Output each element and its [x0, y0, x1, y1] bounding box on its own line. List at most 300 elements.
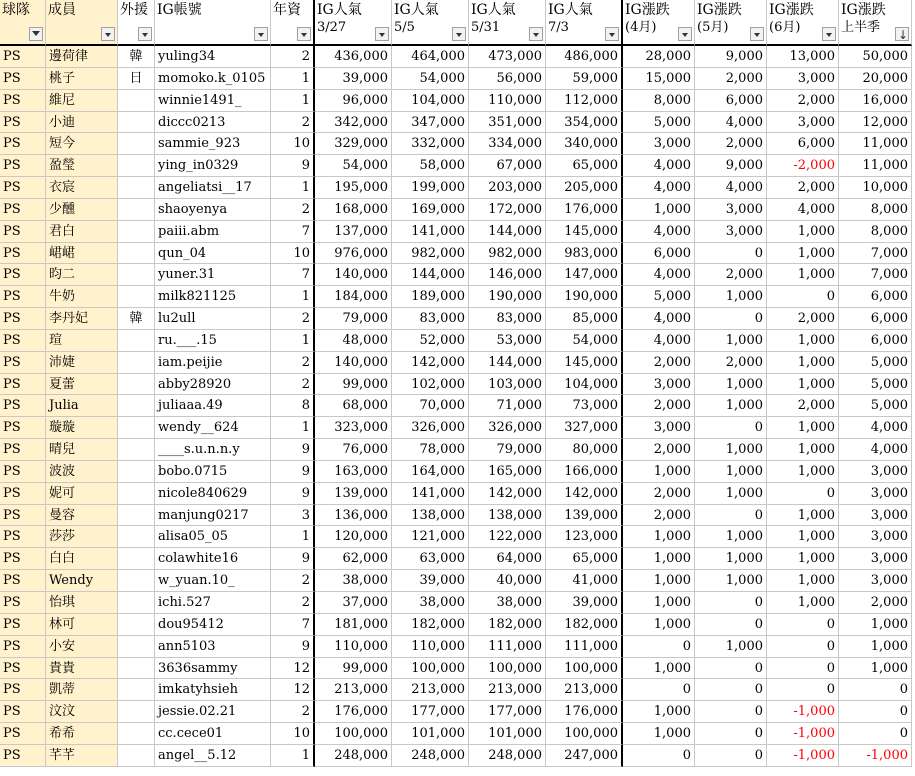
cell-seniority[interactable]: 2 — [271, 112, 315, 134]
cell-change-jun[interactable]: 1,000 — [767, 439, 839, 461]
cell-ig-0703[interactable]: 247,000 — [546, 745, 623, 767]
cell-seniority[interactable]: 1 — [271, 177, 315, 199]
cell-change-half[interactable]: 11,000 — [839, 133, 912, 155]
cell-ig-0703[interactable]: 176,000 — [546, 701, 623, 723]
cell-change-apr[interactable]: 4,000 — [623, 308, 695, 330]
cell-team[interactable]: PS — [0, 243, 46, 265]
cell-change-apr[interactable]: 6,000 — [623, 243, 695, 265]
cell-member[interactable]: 林可 — [46, 614, 118, 636]
cell-ig-0703[interactable]: 176,000 — [546, 199, 623, 221]
cell-ig-0703[interactable]: 73,000 — [546, 395, 623, 417]
cell-change-jun[interactable]: 4,000 — [767, 199, 839, 221]
cell-change-half[interactable]: 3,000 — [839, 570, 912, 592]
cell-change-jun[interactable]: -1,000 — [767, 723, 839, 745]
cell-ig-account[interactable]: qun_04 — [155, 243, 271, 265]
cell-foreign[interactable] — [118, 614, 155, 636]
cell-foreign[interactable] — [118, 199, 155, 221]
cell-foreign[interactable] — [118, 155, 155, 177]
cell-change-jun[interactable]: 0 — [767, 679, 839, 701]
cell-team[interactable]: PS — [0, 352, 46, 374]
cell-member[interactable]: 衣宸 — [46, 177, 118, 199]
cell-ig-0703[interactable]: 327,000 — [546, 417, 623, 439]
cell-ig-0327[interactable]: 436,000 — [315, 46, 392, 68]
cell-change-half[interactable]: 3,000 — [839, 483, 912, 505]
cell-ig-account[interactable]: paiii.abm — [155, 221, 271, 243]
cell-seniority[interactable]: 1 — [271, 68, 315, 90]
cell-seniority[interactable]: 1 — [271, 745, 315, 767]
cell-ig-0327[interactable]: 99,000 — [315, 374, 392, 396]
cell-member[interactable]: 晴兒 — [46, 439, 118, 461]
cell-change-may[interactable]: 0 — [695, 679, 767, 701]
cell-ig-0327[interactable]: 96,000 — [315, 90, 392, 112]
cell-ig-account[interactable]: momoko.k_0105 — [155, 68, 271, 90]
cell-seniority[interactable]: 2 — [271, 592, 315, 614]
cell-foreign[interactable] — [118, 526, 155, 548]
cell-member[interactable]: 昀二 — [46, 264, 118, 286]
cell-ig-0327[interactable]: 37,000 — [315, 592, 392, 614]
cell-change-may[interactable]: 1,000 — [695, 483, 767, 505]
cell-member[interactable]: 盈瑩 — [46, 155, 118, 177]
cell-team[interactable]: PS — [0, 286, 46, 308]
cell-ig-0327[interactable]: 184,000 — [315, 286, 392, 308]
cell-change-may[interactable]: 1,000 — [695, 395, 767, 417]
cell-team[interactable]: PS — [0, 658, 46, 680]
cell-ig-0505[interactable]: 121,000 — [392, 526, 469, 548]
cell-member[interactable]: 邊荷律 — [46, 46, 118, 68]
cell-ig-0327[interactable]: 62,000 — [315, 548, 392, 570]
cell-team[interactable]: PS — [0, 548, 46, 570]
cell-ig-0531[interactable]: 473,000 — [469, 46, 546, 68]
cell-ig-0505[interactable]: 58,000 — [392, 155, 469, 177]
cell-ig-0327[interactable]: 329,000 — [315, 133, 392, 155]
cell-change-may[interactable]: 2,000 — [695, 133, 767, 155]
cell-change-may[interactable]: 4,000 — [695, 112, 767, 134]
cell-ig-account[interactable]: imkatyhsieh — [155, 679, 271, 701]
cell-change-may[interactable]: 1,000 — [695, 636, 767, 658]
cell-change-half[interactable]: 0 — [839, 701, 912, 723]
cell-team[interactable]: PS — [0, 374, 46, 396]
cell-team[interactable]: PS — [0, 701, 46, 723]
cell-ig-0505[interactable]: 102,000 — [392, 374, 469, 396]
cell-seniority[interactable]: 7 — [271, 221, 315, 243]
cell-ig-account[interactable]: ru.___.15 — [155, 330, 271, 352]
filter-dropdown-icon[interactable] — [529, 27, 543, 41]
cell-ig-0505[interactable]: 38,000 — [392, 592, 469, 614]
cell-ig-0327[interactable]: 181,000 — [315, 614, 392, 636]
cell-change-half[interactable]: 8,000 — [839, 199, 912, 221]
cell-ig-0531[interactable]: 101,000 — [469, 723, 546, 745]
cell-change-half[interactable]: 3,000 — [839, 526, 912, 548]
cell-member[interactable]: Wendy — [46, 570, 118, 592]
cell-change-jun[interactable]: 1,000 — [767, 526, 839, 548]
cell-change-may[interactable]: 3,000 — [695, 221, 767, 243]
cell-ig-0327[interactable]: 342,000 — [315, 112, 392, 134]
filter-dropdown-icon[interactable] — [375, 27, 389, 41]
cell-ig-account[interactable]: juliaaa.49 — [155, 395, 271, 417]
cell-change-half[interactable]: 6,000 — [839, 308, 912, 330]
cell-change-jun[interactable]: 1,000 — [767, 505, 839, 527]
cell-change-apr[interactable]: 3,000 — [623, 133, 695, 155]
cell-team[interactable]: PS — [0, 570, 46, 592]
cell-member[interactable]: 桃子 — [46, 68, 118, 90]
cell-ig-0703[interactable]: 182,000 — [546, 614, 623, 636]
cell-ig-0703[interactable]: 111,000 — [546, 636, 623, 658]
cell-ig-0327[interactable]: 79,000 — [315, 308, 392, 330]
cell-foreign[interactable] — [118, 570, 155, 592]
cell-ig-0703[interactable]: 59,000 — [546, 68, 623, 90]
cell-team[interactable]: PS — [0, 221, 46, 243]
cell-team[interactable]: PS — [0, 330, 46, 352]
cell-member[interactable]: 貴貴 — [46, 658, 118, 680]
cell-change-half[interactable]: 7,000 — [839, 264, 912, 286]
cell-change-may[interactable]: 0 — [695, 592, 767, 614]
cell-change-half[interactable]: 10,000 — [839, 177, 912, 199]
cell-ig-account[interactable]: sammie_923 — [155, 133, 271, 155]
cell-team[interactable]: PS — [0, 439, 46, 461]
cell-team[interactable]: PS — [0, 614, 46, 636]
cell-ig-0703[interactable]: 39,000 — [546, 592, 623, 614]
cell-seniority[interactable]: 9 — [271, 483, 315, 505]
cell-ig-0531[interactable]: 146,000 — [469, 264, 546, 286]
cell-foreign[interactable]: 韓 — [118, 308, 155, 330]
cell-seniority[interactable]: 1 — [271, 526, 315, 548]
cell-change-half[interactable]: 4,000 — [839, 417, 912, 439]
cell-change-apr[interactable]: 2,000 — [623, 352, 695, 374]
cell-ig-0505[interactable]: 78,000 — [392, 439, 469, 461]
cell-change-jun[interactable]: 1,000 — [767, 352, 839, 374]
cell-ig-0531[interactable]: 40,000 — [469, 570, 546, 592]
cell-ig-0703[interactable]: 147,000 — [546, 264, 623, 286]
cell-change-may[interactable]: 0 — [695, 243, 767, 265]
cell-ig-0327[interactable]: 54,000 — [315, 155, 392, 177]
cell-ig-0703[interactable]: 486,000 — [546, 46, 623, 68]
cell-ig-0505[interactable]: 141,000 — [392, 221, 469, 243]
cell-change-half[interactable]: 6,000 — [839, 330, 912, 352]
cell-team[interactable]: PS — [0, 177, 46, 199]
cell-seniority[interactable]: 9 — [271, 155, 315, 177]
cell-ig-0531[interactable]: 203,000 — [469, 177, 546, 199]
cell-seniority[interactable]: 12 — [271, 679, 315, 701]
cell-change-may[interactable]: 0 — [695, 658, 767, 680]
cell-ig-0505[interactable]: 100,000 — [392, 658, 469, 680]
cell-ig-0531[interactable]: 177,000 — [469, 701, 546, 723]
cell-ig-0531[interactable]: 334,000 — [469, 133, 546, 155]
cell-change-may[interactable]: 9,000 — [695, 155, 767, 177]
cell-ig-0505[interactable]: 52,000 — [392, 330, 469, 352]
cell-ig-0703[interactable]: 54,000 — [546, 330, 623, 352]
cell-change-apr[interactable]: 1,000 — [623, 199, 695, 221]
cell-ig-0531[interactable]: 144,000 — [469, 352, 546, 374]
cell-ig-account[interactable]: bobo.0715 — [155, 461, 271, 483]
cell-seniority[interactable]: 9 — [271, 548, 315, 570]
cell-ig-account[interactable]: diccc0213 — [155, 112, 271, 134]
cell-ig-0505[interactable]: 141,000 — [392, 483, 469, 505]
cell-change-may[interactable]: 0 — [695, 505, 767, 527]
cell-change-half[interactable]: 16,000 — [839, 90, 912, 112]
cell-change-may[interactable]: 2,000 — [695, 264, 767, 286]
cell-ig-0327[interactable]: 140,000 — [315, 264, 392, 286]
cell-seniority[interactable]: 3 — [271, 505, 315, 527]
cell-team[interactable]: PS — [0, 745, 46, 767]
cell-ig-account[interactable]: colawhite16 — [155, 548, 271, 570]
cell-ig-0531[interactable]: 64,000 — [469, 548, 546, 570]
cell-member[interactable]: 峮峮 — [46, 243, 118, 265]
cell-change-may[interactable]: 1,000 — [695, 548, 767, 570]
cell-change-half[interactable]: 8,000 — [839, 221, 912, 243]
cell-team[interactable]: PS — [0, 395, 46, 417]
cell-change-apr[interactable]: 1,000 — [623, 526, 695, 548]
cell-ig-0505[interactable]: 83,000 — [392, 308, 469, 330]
cell-foreign[interactable] — [118, 439, 155, 461]
cell-ig-0531[interactable]: 67,000 — [469, 155, 546, 177]
cell-ig-0327[interactable]: 136,000 — [315, 505, 392, 527]
cell-ig-account[interactable]: abby28920 — [155, 374, 271, 396]
cell-change-jun[interactable]: 2,000 — [767, 90, 839, 112]
cell-ig-0703[interactable]: 139,000 — [546, 505, 623, 527]
cell-ig-0505[interactable]: 101,000 — [392, 723, 469, 745]
cell-ig-account[interactable]: angel__5.12 — [155, 745, 271, 767]
cell-ig-0703[interactable]: 100,000 — [546, 658, 623, 680]
cell-ig-0505[interactable]: 182,000 — [392, 614, 469, 636]
cell-ig-account[interactable]: dou95412 — [155, 614, 271, 636]
cell-change-apr[interactable]: 4,000 — [623, 177, 695, 199]
cell-ig-0703[interactable]: 142,000 — [546, 483, 623, 505]
cell-team[interactable]: PS — [0, 636, 46, 658]
cell-foreign[interactable] — [118, 505, 155, 527]
cell-change-half[interactable]: 20,000 — [839, 68, 912, 90]
cell-ig-0531[interactable]: 326,000 — [469, 417, 546, 439]
cell-seniority[interactable]: 10 — [271, 723, 315, 745]
cell-change-half[interactable]: 11,000 — [839, 155, 912, 177]
cell-member[interactable]: 璇璇 — [46, 417, 118, 439]
cell-ig-account[interactable]: iam.peijie — [155, 352, 271, 374]
cell-team[interactable]: PS — [0, 155, 46, 177]
cell-ig-0531[interactable]: 190,000 — [469, 286, 546, 308]
cell-seniority[interactable]: 2 — [271, 199, 315, 221]
cell-change-apr[interactable]: 5,000 — [623, 286, 695, 308]
cell-foreign[interactable] — [118, 658, 155, 680]
cell-change-jun[interactable]: 2,000 — [767, 177, 839, 199]
cell-team[interactable]: PS — [0, 90, 46, 112]
cell-ig-0531[interactable]: 111,000 — [469, 636, 546, 658]
cell-ig-0505[interactable]: 63,000 — [392, 548, 469, 570]
cell-member[interactable]: 怡琪 — [46, 592, 118, 614]
cell-change-jun[interactable]: 6,000 — [767, 133, 839, 155]
cell-foreign[interactable] — [118, 395, 155, 417]
cell-change-apr[interactable]: 4,000 — [623, 264, 695, 286]
cell-ig-0531[interactable]: 38,000 — [469, 592, 546, 614]
cell-team[interactable]: PS — [0, 526, 46, 548]
cell-change-may[interactable]: 1,000 — [695, 526, 767, 548]
cell-ig-account[interactable]: shaoyenya — [155, 199, 271, 221]
cell-change-may[interactable]: 1,000 — [695, 374, 767, 396]
cell-change-apr[interactable]: 15,000 — [623, 68, 695, 90]
filter-dropdown-icon[interactable] — [29, 27, 43, 41]
cell-ig-0531[interactable]: 110,000 — [469, 90, 546, 112]
cell-seniority[interactable]: 2 — [271, 352, 315, 374]
cell-change-apr[interactable]: 1,000 — [623, 570, 695, 592]
cell-change-may[interactable]: 1,000 — [695, 461, 767, 483]
cell-change-jun[interactable]: 3,000 — [767, 112, 839, 134]
cell-change-half[interactable]: 1,000 — [839, 636, 912, 658]
cell-change-apr[interactable]: 2,000 — [623, 395, 695, 417]
cell-member[interactable]: 凱蒂 — [46, 679, 118, 701]
cell-change-jun[interactable]: -1,000 — [767, 701, 839, 723]
cell-seniority[interactable]: 7 — [271, 264, 315, 286]
cell-seniority[interactable]: 2 — [271, 308, 315, 330]
cell-ig-0531[interactable]: 982,000 — [469, 243, 546, 265]
cell-change-apr[interactable]: 4,000 — [623, 155, 695, 177]
cell-change-apr[interactable]: 4,000 — [623, 330, 695, 352]
cell-ig-account[interactable]: wendy__624 — [155, 417, 271, 439]
cell-change-half[interactable]: 2,000 — [839, 592, 912, 614]
cell-change-may[interactable]: 1,000 — [695, 330, 767, 352]
cell-ig-account[interactable]: angeliatsi__17 — [155, 177, 271, 199]
filter-dropdown-icon[interactable] — [452, 27, 466, 41]
cell-change-apr[interactable]: 3,000 — [623, 417, 695, 439]
cell-ig-0703[interactable]: 123,000 — [546, 526, 623, 548]
cell-seniority[interactable]: 7 — [271, 614, 315, 636]
cell-change-jun[interactable]: 2,000 — [767, 308, 839, 330]
cell-change-half[interactable]: 5,000 — [839, 352, 912, 374]
cell-ig-account[interactable]: ann5103 — [155, 636, 271, 658]
cell-foreign[interactable] — [118, 133, 155, 155]
cell-seniority[interactable]: 9 — [271, 636, 315, 658]
cell-change-apr[interactable]: 2,000 — [623, 483, 695, 505]
cell-change-apr[interactable]: 1,000 — [623, 548, 695, 570]
cell-foreign[interactable] — [118, 701, 155, 723]
cell-change-jun[interactable]: 2,000 — [767, 395, 839, 417]
cell-seniority[interactable]: 2 — [271, 701, 315, 723]
cell-ig-0703[interactable]: 80,000 — [546, 439, 623, 461]
cell-ig-0531[interactable]: 122,000 — [469, 526, 546, 548]
cell-ig-0327[interactable]: 976,000 — [315, 243, 392, 265]
cell-change-jun[interactable]: 1,000 — [767, 330, 839, 352]
cell-change-may[interactable]: 0 — [695, 308, 767, 330]
cell-member[interactable]: 牛奶 — [46, 286, 118, 308]
cell-change-half[interactable]: 0 — [839, 679, 912, 701]
cell-seniority[interactable]: 2 — [271, 570, 315, 592]
cell-foreign[interactable] — [118, 330, 155, 352]
cell-ig-0703[interactable]: 213,000 — [546, 679, 623, 701]
cell-member[interactable]: 莎莎 — [46, 526, 118, 548]
cell-ig-0327[interactable]: 195,000 — [315, 177, 392, 199]
cell-ig-0327[interactable]: 110,000 — [315, 636, 392, 658]
cell-member[interactable]: 白白 — [46, 548, 118, 570]
cell-ig-0327[interactable]: 100,000 — [315, 723, 392, 745]
cell-ig-0327[interactable]: 120,000 — [315, 526, 392, 548]
cell-change-half[interactable]: -1,000 — [839, 745, 912, 767]
cell-foreign[interactable] — [118, 112, 155, 134]
cell-ig-0327[interactable]: 139,000 — [315, 483, 392, 505]
cell-change-apr[interactable]: 1,000 — [623, 701, 695, 723]
cell-member[interactable]: 妮可 — [46, 483, 118, 505]
cell-ig-0531[interactable]: 165,000 — [469, 461, 546, 483]
cell-change-apr[interactable]: 4,000 — [623, 221, 695, 243]
cell-seniority[interactable]: 2 — [271, 46, 315, 68]
cell-ig-0531[interactable]: 142,000 — [469, 483, 546, 505]
cell-ig-0505[interactable]: 54,000 — [392, 68, 469, 90]
cell-ig-0327[interactable]: 176,000 — [315, 701, 392, 723]
cell-member[interactable]: Julia — [46, 395, 118, 417]
filter-dropdown-icon[interactable] — [297, 27, 311, 41]
cell-member[interactable]: 瑄 — [46, 330, 118, 352]
cell-ig-0505[interactable]: 110,000 — [392, 636, 469, 658]
filter-dropdown-icon[interactable] — [678, 27, 692, 41]
cell-ig-account[interactable]: cc.cece01 — [155, 723, 271, 745]
cell-change-jun[interactable]: 1,000 — [767, 461, 839, 483]
filter-dropdown-icon[interactable] — [750, 27, 764, 41]
cell-ig-0327[interactable]: 140,000 — [315, 352, 392, 374]
cell-ig-0531[interactable]: 83,000 — [469, 308, 546, 330]
cell-change-apr[interactable]: 1,000 — [623, 461, 695, 483]
cell-seniority[interactable]: 1 — [271, 330, 315, 352]
cell-foreign[interactable] — [118, 352, 155, 374]
cell-ig-0531[interactable]: 79,000 — [469, 439, 546, 461]
cell-ig-0327[interactable]: 163,000 — [315, 461, 392, 483]
cell-ig-0505[interactable]: 70,000 — [392, 395, 469, 417]
cell-foreign[interactable] — [118, 679, 155, 701]
cell-change-jun[interactable]: -1,000 — [767, 745, 839, 767]
cell-ig-0505[interactable]: 347,000 — [392, 112, 469, 134]
cell-change-apr[interactable]: 8,000 — [623, 90, 695, 112]
cell-foreign[interactable] — [118, 592, 155, 614]
cell-foreign[interactable] — [118, 636, 155, 658]
cell-change-half[interactable]: 4,000 — [839, 439, 912, 461]
cell-change-apr[interactable]: 2,000 — [623, 505, 695, 527]
cell-ig-account[interactable]: ____s.u.n.n.y — [155, 439, 271, 461]
cell-foreign[interactable] — [118, 745, 155, 767]
cell-ig-0703[interactable]: 85,000 — [546, 308, 623, 330]
cell-ig-0703[interactable]: 112,000 — [546, 90, 623, 112]
cell-ig-account[interactable]: yuling34 — [155, 46, 271, 68]
cell-ig-0505[interactable]: 138,000 — [392, 505, 469, 527]
cell-ig-0505[interactable]: 464,000 — [392, 46, 469, 68]
filter-dropdown-icon[interactable] — [254, 27, 268, 41]
cell-seniority[interactable]: 8 — [271, 395, 315, 417]
cell-ig-account[interactable]: w_yuan.10_ — [155, 570, 271, 592]
cell-team[interactable]: PS — [0, 133, 46, 155]
cell-ig-0327[interactable]: 48,000 — [315, 330, 392, 352]
cell-team[interactable]: PS — [0, 592, 46, 614]
cell-team[interactable]: PS — [0, 199, 46, 221]
cell-ig-0327[interactable]: 168,000 — [315, 199, 392, 221]
cell-change-half[interactable]: 1,000 — [839, 614, 912, 636]
cell-member[interactable]: 君白 — [46, 221, 118, 243]
cell-ig-0505[interactable]: 164,000 — [392, 461, 469, 483]
cell-change-apr[interactable]: 28,000 — [623, 46, 695, 68]
cell-change-half[interactable]: 5,000 — [839, 374, 912, 396]
cell-ig-0703[interactable]: 41,000 — [546, 570, 623, 592]
cell-change-apr[interactable]: 0 — [623, 636, 695, 658]
cell-change-jun[interactable]: 13,000 — [767, 46, 839, 68]
cell-change-half[interactable]: 5,000 — [839, 395, 912, 417]
cell-ig-0531[interactable]: 71,000 — [469, 395, 546, 417]
cell-ig-0327[interactable]: 99,000 — [315, 658, 392, 680]
cell-change-apr[interactable]: 1,000 — [623, 592, 695, 614]
cell-seniority[interactable]: 12 — [271, 658, 315, 680]
cell-ig-0531[interactable]: 138,000 — [469, 505, 546, 527]
cell-change-apr[interactable]: 5,000 — [623, 112, 695, 134]
cell-team[interactable]: PS — [0, 505, 46, 527]
cell-member[interactable]: 短今 — [46, 133, 118, 155]
cell-member[interactable]: 少醺 — [46, 199, 118, 221]
cell-team[interactable]: PS — [0, 679, 46, 701]
cell-change-jun[interactable]: -2,000 — [767, 155, 839, 177]
cell-ig-0703[interactable]: 205,000 — [546, 177, 623, 199]
cell-foreign[interactable] — [118, 483, 155, 505]
cell-change-jun[interactable]: 0 — [767, 286, 839, 308]
